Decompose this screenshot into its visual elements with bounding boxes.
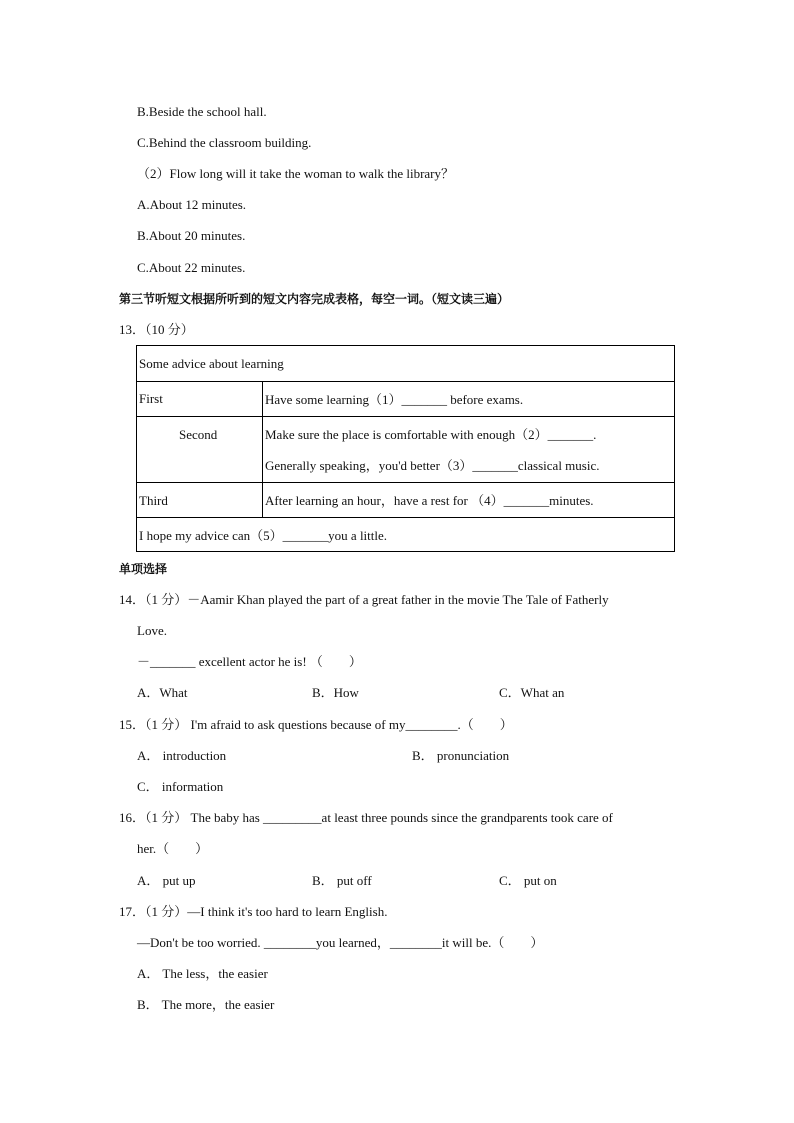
single-choice-heading: 单项选择 <box>119 562 168 576</box>
table-divider <box>137 517 674 518</box>
row-third-text: After learning an hour，have a rest for （4）_______minutes. <box>265 493 594 508</box>
row-last-text: I hope my advice can（5）_______you a little. <box>139 528 388 543</box>
q12-option-c: C.Behind the classroom building. <box>137 135 312 150</box>
q14-line2: Love. <box>137 623 167 638</box>
q16-line1: 16．（1 分） The baby has _________at least three pounds since the grandparents took care of <box>119 810 613 825</box>
q14-line1: 14．（1 分）－Aamir Khan played the part of a great father in the movie The Tale of Fatherly <box>119 592 609 607</box>
row-first-text: Have some learning（1）_______ before exams. <box>265 392 524 407</box>
section3-heading: 第三节听短文根据所听到的短文内容完成表格，每空一词。（短文读三遍） <box>119 292 510 306</box>
row-first-label: First <box>139 391 163 406</box>
q15-option-c: C． information <box>137 779 224 794</box>
row-second-label: Second <box>179 427 218 442</box>
q16-line2: her.（ ） <box>137 841 209 856</box>
row-third-label: Third <box>139 493 168 508</box>
row-second-text-2: Generally speaking，you'd better（3）_______classical music. <box>265 458 600 473</box>
q17-line2: —Don't be too worried. ________you learned，________it will be.（ ） <box>137 935 544 950</box>
q14-option-c: C．What an <box>499 685 565 700</box>
q15-option-b: B． pronunciation <box>412 748 510 763</box>
table-divider <box>137 416 674 417</box>
q12-sub2-option-b: B.About 20 minutes. <box>137 228 246 243</box>
q14-option-b: B．How <box>312 685 359 700</box>
q14-option-a: A．What <box>137 685 188 700</box>
q17-option-b: B． The more，the easier <box>137 997 275 1012</box>
q12-sub2-option-a: A.About 12 minutes. <box>137 197 247 212</box>
q17-option-a: A． The less，the easier <box>137 966 268 981</box>
row-second-text-1: Make sure the place is comfortable with enough（2）_______. <box>265 427 597 442</box>
advice-table <box>136 345 675 552</box>
q12-sub2-question: （2）Flow long will it take the woman to walk the library？ <box>137 166 455 181</box>
q17-line1: 17．（1 分）—I think it's too hard to learn English. <box>119 904 388 919</box>
q12-option-b: B.Beside the school hall. <box>137 104 267 119</box>
table-divider <box>137 381 674 382</box>
table-column-divider <box>262 381 263 517</box>
q16-option-b: B． put off <box>312 873 372 888</box>
q16-option-c: C． put on <box>499 873 557 888</box>
q16-option-a: A． put up <box>137 873 196 888</box>
q15-option-a: A． introduction <box>137 748 227 763</box>
table-divider <box>137 482 674 483</box>
q14-line3: －_______ excellent actor he is! （ ） <box>137 654 362 669</box>
q12-sub2-option-c: C.About 22 minutes. <box>137 260 246 275</box>
q13-number: 13．（10 分） <box>119 322 194 337</box>
table-title: Some advice about learning <box>139 356 284 371</box>
q15-line1: 15．（1 分） I'm afraid to ask questions because of my________.（ ） <box>119 717 513 732</box>
